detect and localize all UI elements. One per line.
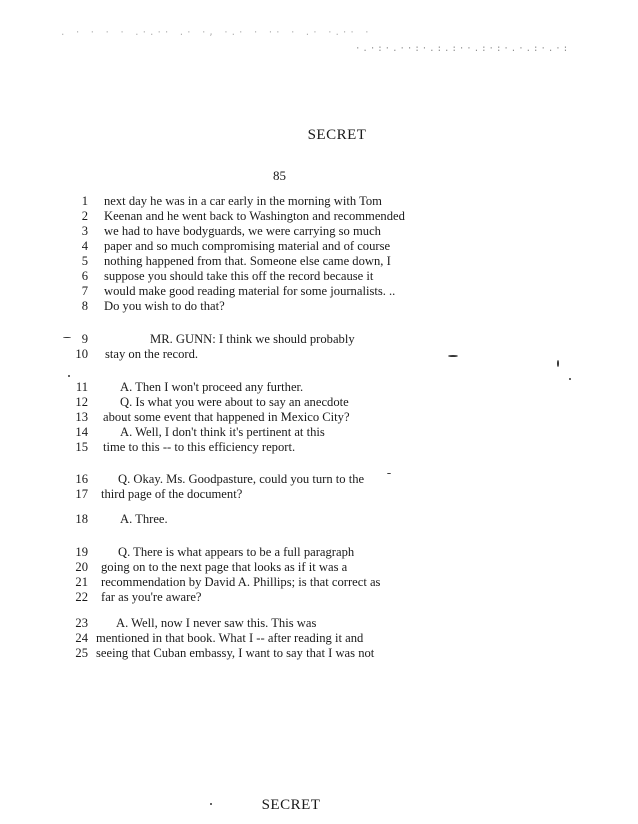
scan-speck <box>448 355 458 357</box>
line-text: MR. GUNN: I think we should probably <box>150 332 355 346</box>
line-text: recommendation by David A. Phillips; is that correct as <box>101 575 381 589</box>
line-text: A. Well, I don't think it's pertinent at this <box>120 425 325 439</box>
line-text: going on to the next page that looks as if it was a <box>101 560 348 574</box>
line-number: 17 <box>75 487 88 501</box>
scan-speck <box>63 337 71 338</box>
scan-noise: ·.·:·.··:·.:.:··.:·:·.·.:·.·: <box>355 44 571 54</box>
line-text: suppose you should take this off the record because it <box>104 269 374 283</box>
line-number: 24 <box>75 631 88 645</box>
line-number: 13 <box>75 410 88 424</box>
line-number: 10 <box>75 347 88 361</box>
line-text: A. Well, now I never saw this. This was <box>116 616 317 630</box>
line-text: Do you wish to do that? <box>104 299 225 313</box>
line-number: 21 <box>75 575 88 589</box>
line-text: nothing happened from that. Someone else came down, I <box>104 254 391 268</box>
line-number: 1 <box>81 194 88 208</box>
line-number: 15 <box>75 440 88 454</box>
line-number: 14 <box>75 425 88 439</box>
line-text: A. Then I won't proceed any further. <box>120 380 304 394</box>
line-number: 22 <box>75 590 88 604</box>
line-text: time to this -- to this efficiency report. <box>103 440 296 454</box>
line-number: 11 <box>75 380 88 394</box>
line-text: seeing that Cuban embassy, I want to say that I was not <box>96 646 375 660</box>
line-number: 12 <box>75 395 88 409</box>
line-text: paper and so much compromising material and of course <box>104 239 391 253</box>
scan-speck <box>569 378 571 380</box>
line-number: 7 <box>81 284 88 298</box>
line-number: 18 <box>75 512 88 526</box>
line-text: third page of the document? <box>101 487 243 501</box>
line-text: Q. There is what appears to be a full paragraph <box>118 545 355 559</box>
line-text: would make good reading material for some journalists. .. <box>104 284 396 298</box>
line-text: Keenan and he went back to Washington and recommended <box>104 209 405 223</box>
line-number: 5 <box>81 254 88 268</box>
scan-noise: . · · · · .·.·· .· ·, ·.· · ·· · .· ·.·· · <box>60 28 372 38</box>
scan-speck <box>557 360 559 367</box>
line-number: 9 <box>81 332 88 346</box>
line-number: 3 <box>81 224 88 238</box>
line-text: A. Three. <box>120 512 168 526</box>
scan-speck <box>387 473 391 474</box>
line-number: 2 <box>81 209 88 223</box>
line-number: 6 <box>81 269 88 283</box>
line-text: we had to have bodyguards, we were carrying so much <box>104 224 381 238</box>
line-number: 8 <box>81 299 88 313</box>
line-number: 25 <box>75 646 88 660</box>
line-number: 23 <box>75 616 88 630</box>
scan-speck <box>68 375 70 377</box>
line-text: Q. Is what you were about to say an anecdote <box>120 395 349 409</box>
line-text: next day he was in a car early in the morning with Tom <box>104 194 382 208</box>
line-number: 19 <box>75 545 88 559</box>
line-text: stay on the record. <box>105 347 199 361</box>
line-number: 20 <box>75 560 88 574</box>
classification-footer: SECRET <box>261 797 321 813</box>
line-text: far as you're aware? <box>101 590 202 604</box>
page-number: 85 <box>273 168 286 183</box>
line-text: about some event that happened in Mexico City? <box>103 410 350 424</box>
line-number: 16 <box>75 472 88 486</box>
line-text: Q. Okay. Ms. Goodpasture, could you turn to the <box>118 472 365 486</box>
classification-header: SECRET <box>307 127 367 143</box>
line-number: 4 <box>81 239 88 253</box>
line-text: mentioned in that book. What I -- after reading it and <box>96 631 364 645</box>
